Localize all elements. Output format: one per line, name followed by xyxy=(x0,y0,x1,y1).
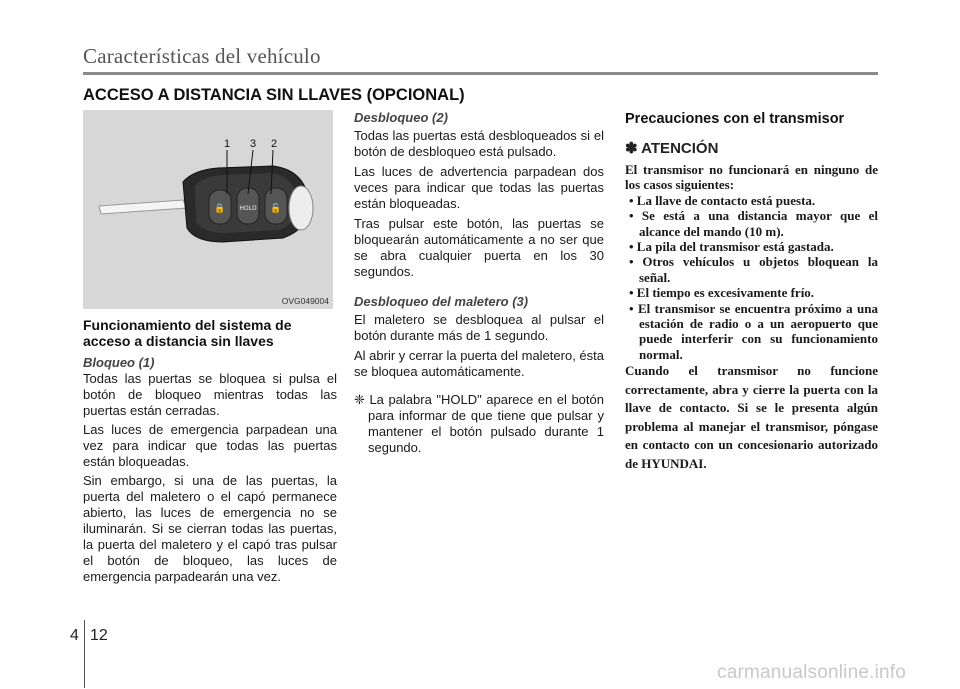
section-title: ACCESO A DISTANCIA SIN LLAVES (OPCIONAL) xyxy=(83,86,465,104)
trunk-unlock-heading: Desbloqueo del maletero (3) xyxy=(354,294,529,309)
bullet-item: • Se está a una distancia mayor que el alcance del mando (10 m). xyxy=(629,208,878,239)
attention-intro: El transmisor no funcionará en ninguno de los casos siguientes: xyxy=(625,162,878,193)
operation-heading: Funcionamiento del sistema de acceso a distancia sin llaves xyxy=(83,317,292,349)
header-rule xyxy=(83,72,878,75)
column-right xyxy=(625,110,878,473)
trunk-paragraph-2: Al abrir y cerrar la puerta del maletero, ésta se bloquea automáticamente. xyxy=(354,348,604,379)
svg-text:🔓: 🔓 xyxy=(270,204,282,214)
unlock-paragraph-3: Tras pulsar este botón, las puertas se bloquearán automáticamente a no ser que se abra cualquier puerta en los 30 segundos. xyxy=(354,216,604,279)
callout-1: 1 xyxy=(224,138,231,150)
svg-text:HOLD: HOLD xyxy=(239,205,257,212)
bullet-item: • La pila del transmisor está gastada. xyxy=(629,239,834,255)
bullet-item: • Otros vehículos u objetos bloquean la señal. xyxy=(629,254,878,285)
attention-closing: Cuando el transmisor no funcione correctamente, abra y cierre la puerta con la llave de contacto. Si se le presenta algún problema al manejar el transmisor, póngase en contacto con un concesionario autorizado de HYUNDAI. xyxy=(625,363,878,471)
attention-body xyxy=(625,162,878,473)
lock-heading: Bloqueo (1) xyxy=(83,355,155,370)
bullet-item: • El transmisor se encuentra próximo a una estación de radio o a un aeropuerto que puede interferir con su funcionamiento normal. xyxy=(629,300,878,362)
bullet-item: • La llave de contacto está puesta. xyxy=(629,192,816,208)
page-number: 12 xyxy=(90,627,108,644)
watermark: carmanualsonline.info xyxy=(717,662,907,683)
callout-2: 2 xyxy=(271,138,278,150)
chapter-number: 4 xyxy=(70,627,79,644)
column-middle xyxy=(354,110,604,456)
column-left xyxy=(83,110,337,585)
footer-divider xyxy=(84,620,85,688)
precautions-heading: Precauciones con el transmisor xyxy=(625,111,845,127)
hold-note: ❈ La palabra "HOLD" aparece en el botón para informar de que tiene que pulsar y mantener el botón pulsado durante 1 segundo. xyxy=(354,392,604,455)
attention-heading: ✽ ATENCIÓN xyxy=(625,140,719,157)
header-title: Características del vehículo xyxy=(83,44,321,68)
trunk-paragraph-1: El maletero se desbloquea al pulsar el botón durante más de 1 segundo. xyxy=(354,312,604,343)
unlock-paragraph-2: Las luces de advertencia parpadean dos veces para indicar que todas las puertas están bloqueadas. xyxy=(354,164,604,211)
key-fob-figure xyxy=(83,110,333,309)
figure-code: OVG049004 xyxy=(281,296,329,306)
unlock-heading: Desbloqueo (2) xyxy=(354,110,448,125)
lock-paragraph-1: Todas las puertas se bloquea si pulsa el botón de bloqueo mientras todas las puertas están cerradas. xyxy=(83,371,337,418)
lock-paragraph-3: Sin embargo, si una de las puertas, la puerta del maletero o el capó permanece abierto, las luces de emergencia no se iluminarán. Si se cierran todas las puertas, la puerta del maletero y el capó tras pulsar el botón de bloqueo, las luces de emergencia parpadearán una vez. xyxy=(83,473,337,584)
callout-3: 3 xyxy=(250,138,257,150)
svg-text:🔒: 🔒 xyxy=(214,204,226,214)
lock-paragraph-2: Las luces de emergencia parpadean una vez para indicar que todas las puertas están bloqueadas. xyxy=(83,422,337,469)
key-fob-illustration xyxy=(83,110,333,309)
unlock-paragraph-1: Todas las puertas está desbloqueados si el botón de desbloqueo está pulsado. xyxy=(354,128,604,159)
bullet-item: • El tiempo es excesivamente frío. xyxy=(629,285,815,301)
